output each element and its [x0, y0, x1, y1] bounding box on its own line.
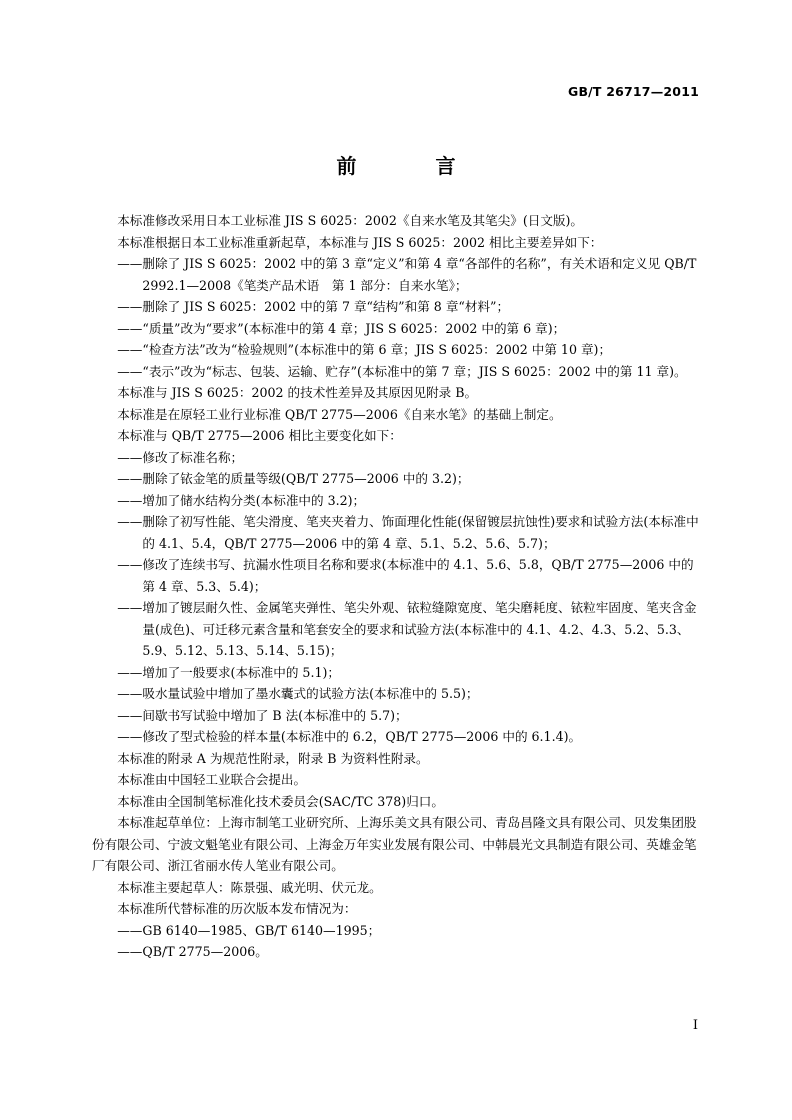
standard-code: GB/T 26717—2011 — [567, 84, 699, 99]
list-item: ——增加了镀层耐久性、金属笔夹弹性、笔尖外观、铱粒缝隙宽度、笔尖磨耗度、铱粒牢固度、笔夹含金量(成色)、可迁移元素含量和笔套安全的要求和试验方法(本标准中的 4.1、4.2、4.3、5.2、5.3、5.9、5.12、5.13、5.14、5.15)； — [117, 600, 697, 658]
paragraph: 本标准是在原轻工业行业标准 QB/T 2775—2006《自来水笔》的基础上制定。 — [117, 406, 562, 422]
list-item: ——“表示”改为“标志、包装、运输、贮存”(本标准中的第 7 章；JIS S 6025：2002 中的第 11 章)。 — [117, 363, 687, 379]
paragraph: 本标准的附录 A 为规范性附录，附录 B 为资料性附录。 — [117, 750, 429, 766]
list-item: ——吸水量试验中增加了墨水囊式的试验方法(本标准中的 5.5)； — [117, 686, 479, 701]
paragraph: 本标准与 JIS S 6025：2002 的技术性差异及其原因见附录 B。 — [117, 385, 478, 400]
page-number: I — [692, 1018, 698, 1033]
list-item: ——修改了标准名称； — [117, 449, 244, 465]
paragraph: 本标准由中国轻工业联合会提出。 — [117, 772, 307, 787]
paragraph: 本标准根据日本工业标准重新起草，本标准与 JIS S 6025：2002 相比主要差异如下： — [117, 234, 603, 250]
list-item: ——删除了 JIS S 6025：2002 中的第 3 章“定义”和第 4 章“各部件的名称”，有关术语和定义见 QB/T 2992.1—2008《笔类产品术语 第 1 部分：自来水笔》； — [117, 256, 697, 293]
foreword-body — [92, 210, 704, 963]
list-item: ——增加了储水结构分类(本标准中的 3.2)； — [117, 492, 366, 508]
list-item: ——QB/T 2775—2006。 — [117, 944, 268, 959]
paragraph: 本标准所代替标准的历次版本发布情况为： — [117, 901, 357, 916]
list-item: ——间歇书写试验中增加了 B 法(本标准中的 5.7)； — [117, 707, 408, 723]
list-item: ——修改了连续书写、抗漏水性项目名称和要求(本标准中的 4.1、5.6、5.8，QB/T 2775—2006 中的第 4 章、5.3、5.4)； — [117, 557, 694, 594]
paragraph: 本标准主要起草人：陈景强、戚光明、伏元龙。 — [117, 879, 382, 895]
list-item: ——GB 6140—1985、GB/T 6140—1995； — [117, 922, 381, 938]
list-item: ——修改了型式检验的样本量(本标准中的 6.2，QB/T 2775—2006 中的 6.1.4)。 — [117, 729, 582, 744]
paragraph: 本标准修改采用日本工业标准 JIS S 6025：2002《自来水笔及其笔尖》(日文版)。 — [117, 213, 584, 228]
paragraph: 本标准由全国制笔标准化技术委员会(SAC/TC 378)归口。 — [117, 793, 444, 809]
paragraph: 本标准起草单位：上海市制笔工业研究所、上海乐美文具有限公司、青岛昌隆文具有限公司、贝发集团股份有限公司、宁波文魁笔业有限公司、上海金万年实业发展有限公司、中韩晨光文具制造有限公司、英雄金笔厂有限公司、浙江省丽水传人笔业有限公司。 — [92, 815, 697, 873]
list-item: ——删除了初写性能、笔尖滑度、笔夹夹着力、饰面理化性能(保留镀层抗蚀性)要求和试验方法(本标准中的 4.1、5.4，QB/T 2775—2006 中的第 4 章、5.1、5.2、5.6、5.7)； — [117, 514, 699, 551]
list-item: ——删除了 JIS S 6025：2002 中的第 7 章“结构”和第 8 章“材料”； — [117, 299, 510, 314]
page-title: 前 言 — [336, 154, 492, 178]
list-item: ——增加了一般要求(本标准中的 5.1)； — [117, 664, 340, 680]
list-item: ——“质量”改为“要求”(本标准中的第 4 章；JIS S 6025：2002 中的第 6 章)； — [117, 320, 566, 336]
paragraph: 本标准与 QB/T 2775—2006 相比主要变化如下： — [117, 428, 402, 443]
list-item: ——“检查方法”改为“检验规则”(本标准中的第 6 章；JIS S 6025：2002 中第 10 章)； — [117, 342, 612, 357]
list-item: ——删除了铱金笔的质量等级(QB/T 2775—2006 中的 3.2)； — [117, 471, 470, 486]
